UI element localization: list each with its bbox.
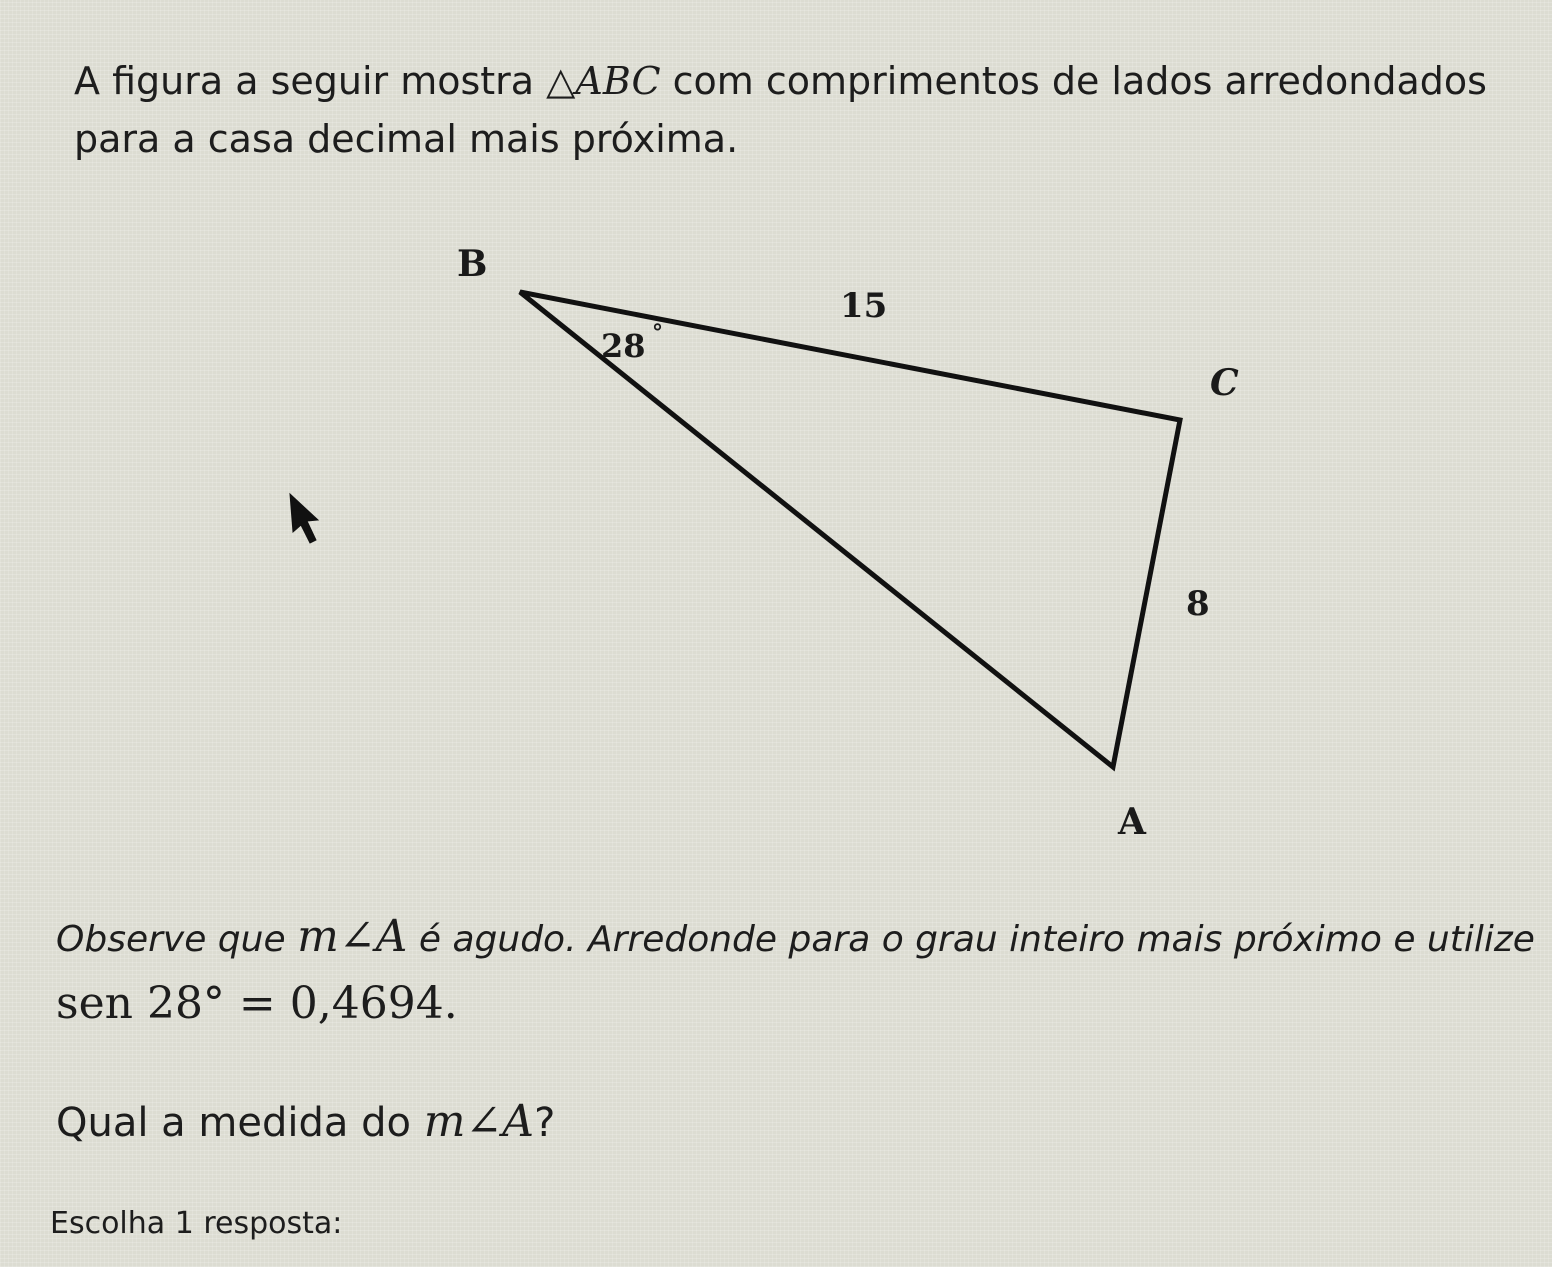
intro-text-after: com comprimentos de lados arredondados para a casa decimal mais próxima.	[74, 59, 1487, 161]
vertex-label-a: A	[1118, 801, 1146, 843]
triangle-abc	[520, 292, 1180, 767]
mouse-cursor-icon	[290, 494, 318, 543]
hint-text	[56, 905, 1536, 1039]
question-text	[56, 1092, 555, 1153]
question-angle-expr: m∠A	[423, 1096, 535, 1147]
question-suffix: ?	[534, 1100, 556, 1146]
side-label-bc: 15	[840, 286, 888, 326]
question-prefix: Qual a medida do	[56, 1100, 424, 1146]
vertex-label-b: B	[457, 243, 488, 285]
note-middle: é agudo. Arredonde para o grau inteiro mais próximo e utilize	[407, 919, 1535, 960]
angle-label-b: 28	[601, 327, 646, 365]
triangle-name: △ABC	[546, 59, 661, 103]
degree-mark: °	[652, 320, 663, 346]
problem-intro	[74, 52, 1494, 168]
note-prefix: Observe que	[56, 919, 298, 960]
choose-answer-label: Escolha 1 resposta:	[50, 1206, 343, 1241]
intro-text-before: A figura a seguir mostra	[74, 59, 547, 103]
vertex-label-c: C	[1210, 362, 1239, 404]
note-angle-expr: m∠A	[297, 911, 408, 962]
side-label-ca: 8	[1186, 584, 1210, 624]
note-suffix: .	[443, 978, 458, 1029]
sine-expression: sen 28° = 0,4694	[56, 978, 444, 1029]
